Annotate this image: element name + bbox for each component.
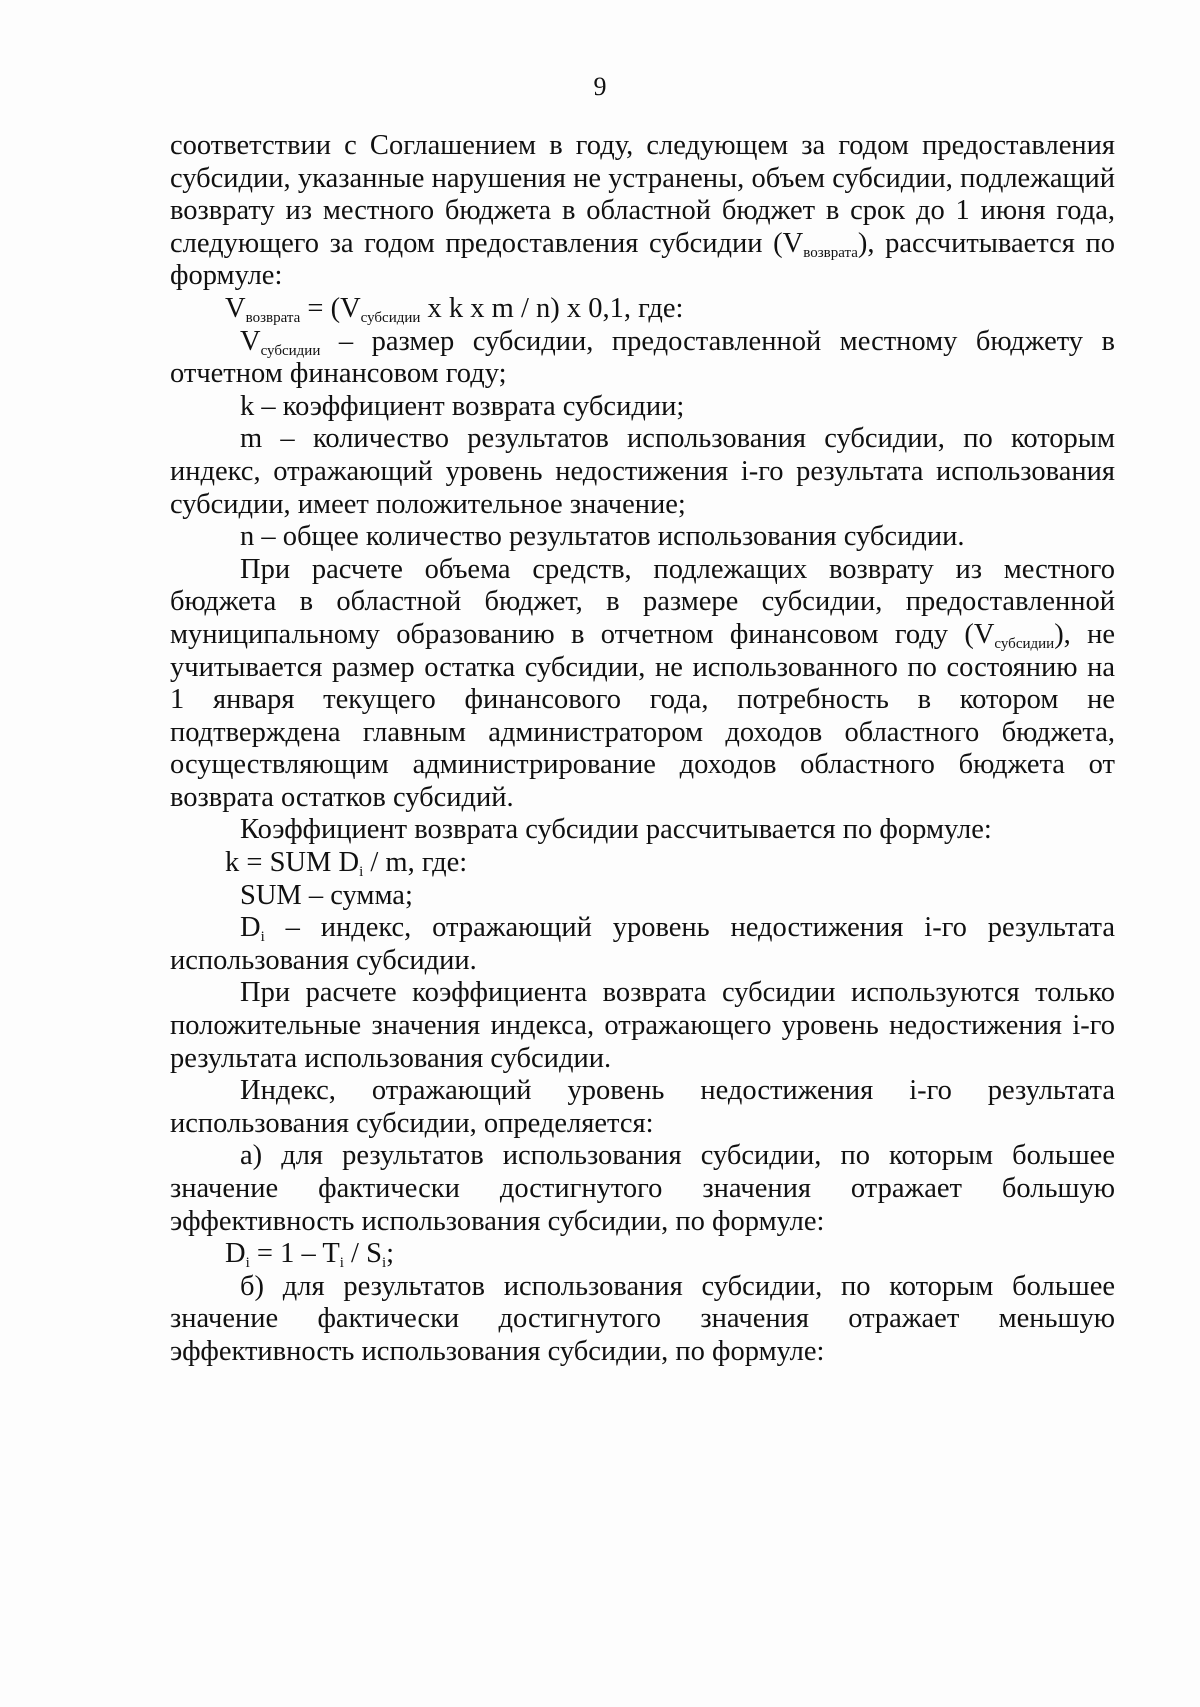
formula-part: V bbox=[225, 292, 246, 324]
subscript: i bbox=[381, 1255, 387, 1272]
paragraph-positive-values: При расчете коэффициента возврата субсидии используются только положительные значения индекса, отражающего уровень недостижения i-го результата использования субсидии. bbox=[170, 977, 1115, 1074]
paragraph-coefficient-intro: Коэффициент возврата субсидии рассчитывается по формуле: bbox=[240, 814, 992, 846]
formula-part: = 1 – T bbox=[249, 1238, 340, 1270]
paragraph-case-b: б) для результатов использования субсидии, по которым большее значение фактически достигнутого значения отражает меньшую эффективность использования субсидии, по формуле: bbox=[170, 1270, 1115, 1367]
definition-text: – индекс, отражающий уровень недостижения i-го результата использования субсидии. bbox=[170, 912, 1115, 976]
subscript: возврата bbox=[803, 244, 858, 261]
formula-part: x k x m / n) x 0,1, где: bbox=[420, 292, 684, 324]
formula-part: k = SUM D bbox=[225, 847, 360, 879]
subscript: возврата bbox=[245, 309, 301, 326]
subscript: субсидии bbox=[994, 635, 1055, 652]
formula-part: ; bbox=[386, 1238, 395, 1270]
formula-index-a bbox=[170, 1238, 1115, 1271]
paragraph-calculation-note bbox=[170, 554, 1115, 815]
paragraph-text: соответствии с Соглашением в году, следующем за годом предоставления субсидии, указанные нарушения не устранены, объем субсидии, подлежащий возврату из местного бюджета в областной бюджет в срок до 1 июня года, следующего за годом предоставления субсидии (V bbox=[170, 130, 1115, 259]
definition-text: – размер субсидии, предоставленной местному бюджету в отчетном финансовом году; bbox=[170, 325, 1115, 390]
definition-n: n – общее количество результатов использования субсидии. bbox=[240, 521, 965, 553]
page-number: 9 bbox=[593, 72, 607, 101]
paragraph-index-definition: Индекс, отражающий уровень недостижения i-го результата использования субсидии, определяется: bbox=[170, 1075, 1115, 1139]
subscript: i bbox=[260, 929, 265, 946]
subscript: i bbox=[245, 1255, 250, 1272]
variable: D bbox=[240, 912, 261, 944]
paragraph-text: ), не учитывается размер остатка субсидии, не использованного по состоянию на 1 января текущего финансового года, потребность в котором не подтверждена главным администратором доходов областного бюджета, осуществляющим администрирование доходов областного бюджета от возврата остатков субсидий. bbox=[170, 618, 1115, 813]
subscript: i bbox=[359, 864, 364, 881]
formula-part: / S bbox=[343, 1238, 382, 1270]
definition-m: m – количество результатов использования субсидии, по которым индекс, отражающий уровень недостижения i-го результата использования субсидии, имеет положительное значение; bbox=[170, 423, 1115, 520]
subscript: субсидии bbox=[260, 342, 321, 359]
subscript: i bbox=[339, 1255, 344, 1272]
formula-part: / m, где: bbox=[363, 847, 468, 879]
definition-sum: SUM – сумма; bbox=[240, 879, 413, 911]
paragraph-case-a: а) для результатов использования субсидии, по которым большее значение фактически достигнутого значения отражает большую эффективность использования субсидии, по формуле: bbox=[170, 1140, 1115, 1237]
document-body bbox=[170, 130, 1115, 1369]
subscript: субсидии bbox=[360, 309, 421, 326]
paragraph-return-volume bbox=[170, 130, 1115, 293]
variable: V bbox=[240, 325, 261, 357]
formula-coefficient bbox=[170, 847, 1115, 880]
definition-v-subsidy bbox=[170, 326, 1115, 391]
formula-part: = (V bbox=[300, 292, 361, 324]
formula-part: D bbox=[225, 1238, 246, 1270]
paragraph-text: При расчете объема средств, подлежащих возврату из местного бюджета в областной бюджет, в размере субсидии, предоставленной муниципальному образованию в отчетном финансовом году (V bbox=[170, 553, 1115, 650]
paragraph-text: ), рассчитывается по формуле: bbox=[170, 227, 1115, 292]
definition-k: k – коэффициент возврата субсидии; bbox=[240, 390, 685, 422]
formula-return-volume bbox=[170, 293, 1115, 326]
definition-d bbox=[170, 912, 1115, 977]
